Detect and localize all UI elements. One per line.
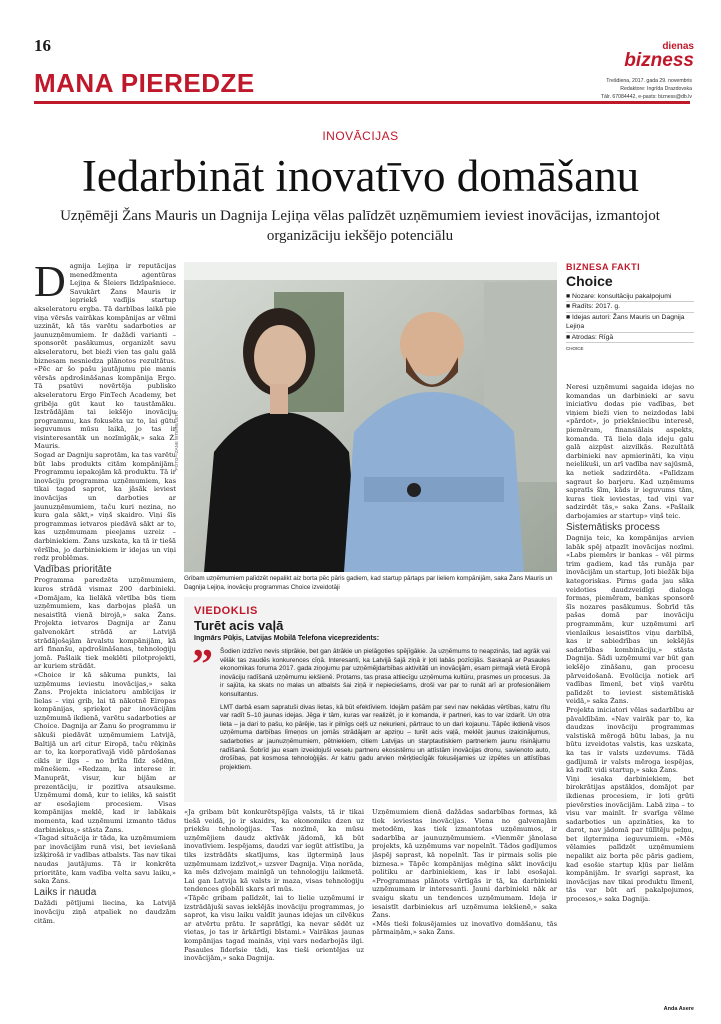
article-column-mid-left: [184, 808, 364, 1018]
factbox-company-name: Choice: [566, 273, 613, 289]
paragraph: «Tagad situācija ir tāda, ka uzņēmumiem par inovācijām runā visi, bet ieviešanā izšķirošā ir vadības atbalsts. Tas nav tikai naudas jautājums. Tā ir konkrēta prioritāte, kam vadība velta savu laiku,» saka Žans.: [34, 834, 176, 886]
paragraph: Uzņēmumiem dienā dažādas sadarbības formas, kā tiek ieviestas inovācijas. Viena no galvenajām metodēm, kas tiek izmantotas uzņēmumos, ir sadarbība ar jaunuzņēmumiem. «Vienmēr jānolasa projekts, kā uzņēmums var nopelnīt. Tādos gadījumos jāspēj saprast, kā nopelnīt. Tas ir pirmais solis pie biznesa.» Tāpēc kompānijas mēģina sākt inovāciju politiku ar darbiniekiem, kas ir labi esošajai. «Programmas plānots vērtīgās ir tā, ka darbinieki uzņēmumam ir interesanti. Jauni darbinieki nāk ar svaigu skatu un tendences uzņēmumam. Ideja ir iesaistīt darbiniekus arī uzņēmuma iekšienē,» saka Žans.: [372, 808, 557, 920]
paragraph: «Mēs tieši fokusējamies uz inovatīvo domāšanu, tās pārmaiņām,» saka Žans.: [372, 919, 557, 937]
opinion-author: Ingmārs Pūķis, Latvijas Mobilā Telefona viceprezidents:: [194, 635, 380, 642]
photo-credit: FOTO—ZANE BITERE/LETA: [174, 411, 179, 470]
paragraph: Viņi iesaka darbiniekiem, bet birokrātijas apstākļos, domājot par ikdienas procesiem, ir ļoti grūti pievērsties inovācijām. Labā ziņa – to visu var mainīt. Ir svarīga vēlme sadarboties un apzināties, ka to darot, nav jādomā par tūlītēju peļņu, bet ilgtermiņa ieguvumiem. «Mēs vēlamies palīdzēt uzņēmumiem nepalikt aiz borta pēc pāris gadiem, kad esošie startup kļūs par lielām kompānijām. Ir svarīgi saprast, ka inovācijas nav tikai produktu līmenī, tās var būt arī pakalpojumos, procesos,» saka Dagnija.: [566, 774, 694, 904]
paragraph: «Tāpēc gribam palīdzēt, lai to lielie uzņēmumi ir izstrādājuši savas iekšējās inovāciju programmas, jo saprot, ka visu laiku valdīt jaunas idejas un cilvēkus ar atvērtu prātu. Ir saprātīgi, ka nevar sēdēt uz vietas, jo tas ir ārkārtīgi bīstami.» Vairākas jaunas kompānijas tagad mainās, viņi vars nedarbojās ilgi. Pasaules līderīsie tādi, kas tieši orientējas uz inovācijām,» saka Dagnija.: [184, 893, 364, 963]
subheading: Vadības prioritāte: [34, 563, 112, 575]
paragraph: LMT darbā esam sapratuši divas lietas, kā būt efektīviem. Idejām pašām par sevi nav nekādas vērtības, katru rītu var radīt 5–10 jaunas idejas. Jēga ir tām, kuras var realizēt, jo ir komanda, ir partneri, kas to var izdarīt. Un otra lieta – ja dari to pašu, ko pārējie, tas ir pilnīgs ceļš uz nekurieni, pārtrauc to un dari kojaunu. Tāpēc ikdienā visos uzņēmuma darbības līmeņos un jomās strādājam ar apziņu – turēt acis vaļā, meklēt jaunus izaicinājumus, sadarboties ar jaunuzņēmumiem, pētniekiem, citiem Latvijas un starptautiskiem partneriem jaunu risinājumu radīšanā. Šobrīd jau esam izveidojuši veselu partneru ekosistēmu un attīstām inovācijas dronu, savienoto auto, drošības, pat kosmosa tehnoloģijās. Ar katru gadu arvien mērķtiecīgāk fokusējamies uz izpētes un attīstības projektiem.: [220, 703, 550, 771]
meta-date: Trešdiena, 2017. gada 29. novembris: [606, 78, 692, 84]
paragraph: Projekta iniciatori vēlas sadarbību ar pāvaldībām. «Nav vairāk par to, ka daudzas inovāciju programmas valstiskā mērogā būtu labas, ja nu būtu izveidotas valstis, kas uzskata, ka tas ir valsts uzdevums. Tādā gadījumā ir valsts mēroga iespējas, kā radīt vidi startup,» saka Žans.: [566, 705, 694, 775]
factbox-list: [566, 292, 694, 343]
section-rule: [34, 101, 690, 104]
paragraph: «Choice ir kā sākuma punkts, lai uzņēmums ieviestu inovācijas,» saka Žans. Projekta iniciatoru ambīcijas ir lielas – viņi grib, lai tā nākotnē Eiropas kompānijas, sprieķot par inovācijām uzņēmumā ikdienā, varētu sadarboties ar Choice. Dagnija ar Žanu šo programmu ir sākuši piedāvāt uzņēmumiem Latvijā, Baltijā un arī citur Eiropā, taču rēķinās ar to, ka korporatīvajā vidē pārdošanas cikls ir ilgs – no brīža līdz sēdēm, mēnešiem. «Redzam, ka interese ir. Manuprāt, visur, kur bijām ar prezentāciju, ir pozitīva atsauksme. Uzņēmumi domā, kur to ieliks, kā saistīt ar esošajiem procesiem. Visas kompānijas meklē, kad ir labākais momenta, kad uzņēmumi izmanto tādus darbiniekus,» stāsta Žans.: [34, 670, 176, 834]
kicker: INOVĀCIJAS: [322, 129, 399, 143]
paragraph: agnija Lejiņa ir reputācijas menedžmenta aģentūras Lejiņa & Šleiers līdzīpašniece. Savukārt Žans Mauris ir iepriekš vadījis startup akseleratoru ergba. Tā darbības laikā pie viņa vērsās vairākas kompānijas ar vēlmi uzzināt, kā tās varētu sadarboties ar jaunuzņēmumiem. Ir dažādi varianti – sponsorēt pasākumus, organizēt savu akseleratoru, bet bieži vien tas galu galā biznesam nesniedza plānotos rezultātus. «Pēc ar šo pašu jautājumu pie manis vērsās apdrošināšanas kompānija Ergo. Tā psatūvi novērtēja publisko akseleratoru Ergo FinTech Academy, bet gribēja gūt kaut ko taustāmāku. Izstrādājām tai iekšējo inovāciju programmu, kas fokusēta uz to, lai gūtu ieguvumus mūsu laikā, jo tas ir visinteresantāk un nozīmīgāk,» saka Ž. Mauris.: [34, 262, 176, 451]
meta-contact: Tālr. 67084442, e-pasts: bizness@db.lv: [600, 94, 692, 100]
fact-item: ■ Atrodas: Rīgā: [566, 333, 694, 343]
page-number: 16: [34, 36, 51, 55]
publication-logo: [608, 42, 694, 70]
paragraph: Programma paredzēta uzņēmumiem, kuros strādā vismaz 200 darbinieki. «Domājam, ka lielākā vērtība būs tiem uzņēmumiem, kas darbojas plašā un nesaistītā vienā birojā,» saka Žans. Projekta ietvaros Dagnija ar Žanu galvenokārt strādā ar Latvijā strādājošajām ārvalstu kompānijām, kā arī finanšu, apdrošināšanas, tehnoloģiju jomā. Pašlaik tiek meklēti pilotprojekti, ar kuriem strādāt.: [34, 576, 176, 671]
masthead-meta: [540, 77, 692, 101]
subheading: Sistemātisks process: [566, 521, 660, 533]
article-column-left: [34, 257, 176, 925]
paragraph: Šodien izdzīvo nevis stiprākie, bet gan ātrākie un pielāgoties spējīgākie. Ja uzņēmums to neapzinās, tad agrāk vai vēlāk tas zaudēs konkurences cīņā. Interesanti, ka Latvijā šajā ziņā ir ļoti labās pozīcijās. Saskaņā ar Pasaules ekonomikas foruma 2017. gada ziņojumu par uzņēmējdarbības aktivitāti un inovācijām, esam pirmajā vietā Eiropā inovāciju radīšanā uzņēmumu iekšienē. Protams, tas prasa attiecīgu uzņēmuma kultūru, prasmes un procesus. Ja ir sajūta, ka skats no malas un atbalsts šai ziņā ir nepieciešams, droši var par to runāt arī ar profesionāliem konsultantus.: [220, 648, 550, 698]
photo-illustration: [184, 262, 557, 572]
fact-item: ■ Radīts: 2017. g.: [566, 302, 694, 312]
paragraph: Sogad ar Dagniju saprotām, ka tas varētu būt labs produkts citām kompānijām. Programmu iepakojām kā produktu. Tā ir inovāciju programma uzņēmumiem, kas tikai tagad saprot, ka jāsāk ieviest inovācijas un darboties ar jaunuzņēmumiem, taču kuri nezina, no kura gala sākt,» viņš skaidro. Viņi šīs programmas ietvaros piedāvā sākt ar to, kas uzņēmumam pieejams uzreiz – darbiniekiem. Žans uzskata, ka tā ir tiešā vēršība, jo darbiniekiem ir idejas un viņi redz problēmas.: [34, 451, 176, 563]
logo-big: bizness: [624, 50, 694, 71]
paragraph: Dagnija teic, ka kompānijas arvien labāk spēj atpazīt inovācijas nozīmi. «Labs piemērs ir bankas – vēl pirms trim gadiem, kad tās runāja par inovācijām un startup, ļoti biežāk bija kategoriskas. Pirms gada jau sāka veidoties daudzveidīgi dialoga formas, piemēram, bankas sponsorē šīs nozares pasākumus. Šobrīd tās pašas domā par inovāciju programmām, kur uzņēmumi arī vienlaikus iesaistītos viņu darbībā, kas ir sabiedrības un iekšējās sadarbības kombināciju,» stāsta Dagnija. Šādi uzņēmumi var būt gan iekšējo zināšanu, gan procesu pārveidošanā. Evolūcija notiek arī vadības līmenī, bet viņš varētu palīdzēt to ieviest sistemātiskā veidā,» saka Žans.: [566, 534, 694, 706]
photo-caption: Gribam uzņēmumiem palīdzēt nepalikt aiz borta pēc pāris gadiem, kad startup pārtaps par lieliem kompānijām, saka Žans Mauris un Dagnija Lejiņa, inovāciju programmas Choice izveidotāji: [184, 575, 553, 591]
factbox-source: CHOICE: [566, 346, 584, 352]
factbox-title: BIZNESA FAKTI: [566, 262, 641, 272]
logo-small: dienas: [662, 41, 694, 52]
opinion-label: VIEDOKLIS: [194, 605, 258, 617]
headline: Iedarbināt inovatīvo domāšanu: [81, 151, 640, 201]
section-title: MANA PIEREDZE: [34, 68, 255, 98]
quote-mark-icon: ”: [192, 642, 213, 688]
paragraph: «Ja gribam būt konkurētspējīga valsts, tā ir tikai tiešā veidā, jo ir skaidrs, ka ekonomiku dzen uz priekšu tehnoloģijas. Tas nozīmē, ka mūsu uzņēmējiem daudz aktīvāk jādomā, kā būt inovatīviem. Iespējams, daudzi var iegūt attīstību, ja tiks izstrādāts skatījums, kas ilgtermiņā ļaus uzņēmumam izdzīvot,» uzsver Dagnija. Viņa norāda, ka mēs dzīvojam mainīgā un tehnoloģiju laikmetā. Lai gan Latvija kā valsts ir maza, visas tehnoloģiju tendences globāli skars arī mūs.: [184, 808, 364, 894]
opinion-title: Turēt acis vaļā: [194, 618, 284, 633]
paragraph: Neresi uzņēmumi sagaida idejas no komandas un darbinieki ar savu iniciatīvu dodas pie vadības, bet viņiem bieži vien to neizdodas labi «pārdot», jo priekšniecību interesē, piemēram, finansiālais aspekts, komanda. Tā liela daļa ideju galu galā aizpūst aizvilkās. Rezultātā darbinieki nav apmierināti, ka viņu neielikuši, un arī vadība nav sajūsmā, ka netiek sadzirdēta. «Palīdzam sagraut šo barjeru. Kad uzņēmums sapratīs šīm, kāds ir ieguvums tām, kuras tiek ieviestas, tad viņi var sadzirdēt tās,» saka Žans. «Pašlaik darbojamies ar startup» viņš teic.: [566, 383, 694, 520]
paragraph: Dažādi pētījumi liecina, ka Latvijā inovāciju ziņā atpaliek no daudzām citām.: [34, 899, 176, 925]
business-facts-box: [566, 262, 694, 374]
meta-editor: Redaktore: Ingrīda Drazdovska: [620, 86, 692, 92]
article-column-mid-right: [372, 808, 557, 1018]
article-author: Anda Asere: [663, 1006, 694, 1012]
subheading: Laiks ir nauda: [34, 886, 97, 898]
opinion-text: [220, 648, 550, 772]
article-photo: [184, 262, 557, 572]
fact-item: ■ Nozare: konsultāciju pakalpojumi: [566, 292, 694, 302]
lead-paragraph: Uzņēmēji Žans Mauris un Dagnija Lejiņa vēlas palīdzēt uzņēmumiem ieviest inovācijas, izmantojot organizāciju iekšējo potenciālu: [60, 208, 660, 244]
dropcap: D: [34, 257, 66, 306]
article-column-right: [566, 383, 694, 1003]
fact-item: ■ Idejas autori: Žans Mauris un Dagnija Lejiņa: [566, 313, 694, 333]
